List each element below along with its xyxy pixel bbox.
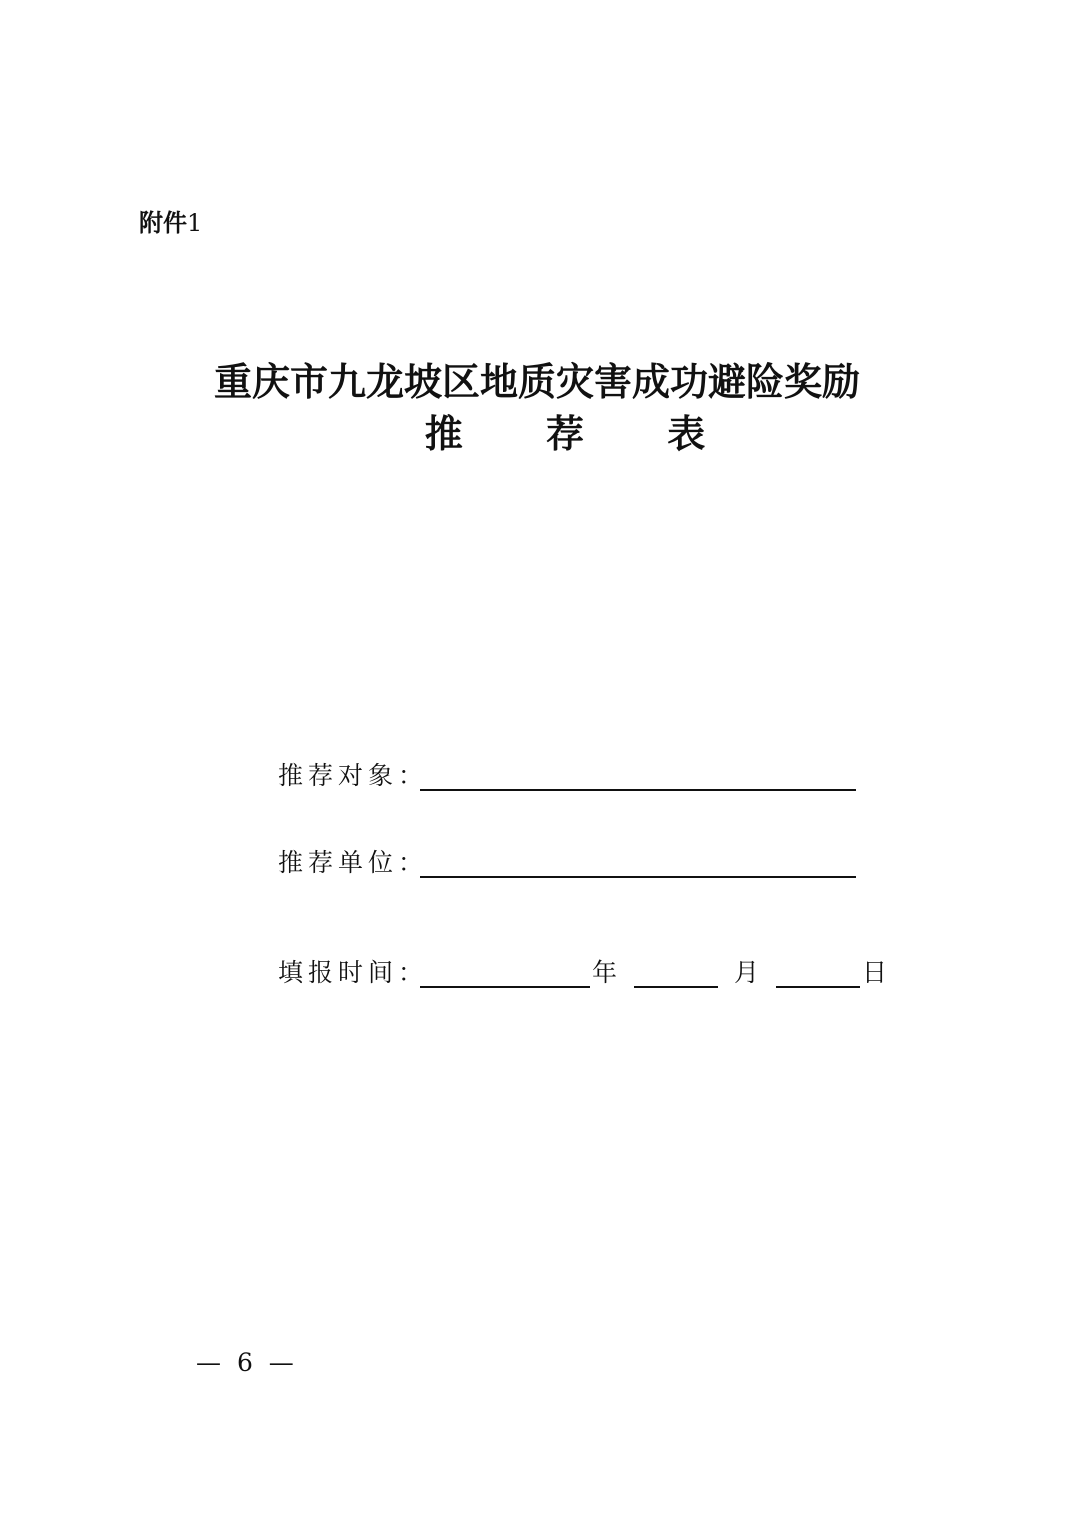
subtitle-char-1: 推 [424,411,463,456]
recommend-object-label: 推荐对象： [278,761,429,790]
year-field[interactable] [420,986,590,988]
subtitle-char-3: 表 [667,411,706,456]
attachment-number: 1 [187,209,203,237]
fill-time-row [278,958,428,988]
day-label: 日 [862,958,888,987]
attachment-text: 附件 [139,209,187,237]
fill-time-label: 填报时间： [278,958,429,987]
page-title: 重庆市九龙坡区地质灾害成功避险奖励 [213,359,860,404]
year-label: 年 [592,958,618,987]
recommend-unit-label: 推荐单位： [278,848,429,877]
attachment-label [139,203,202,238]
day-field[interactable] [776,986,860,988]
page-number: — 6 — [196,1348,298,1377]
recommend-object-row [278,761,428,791]
recommend-unit-field[interactable] [420,876,856,878]
recommend-unit-row [278,848,428,878]
subtitle-char-2: 荐 [546,411,585,456]
recommend-object-field[interactable] [420,789,856,791]
page-subtitle [0,410,1074,458]
month-label: 月 [734,958,760,987]
month-field[interactable] [634,986,718,988]
